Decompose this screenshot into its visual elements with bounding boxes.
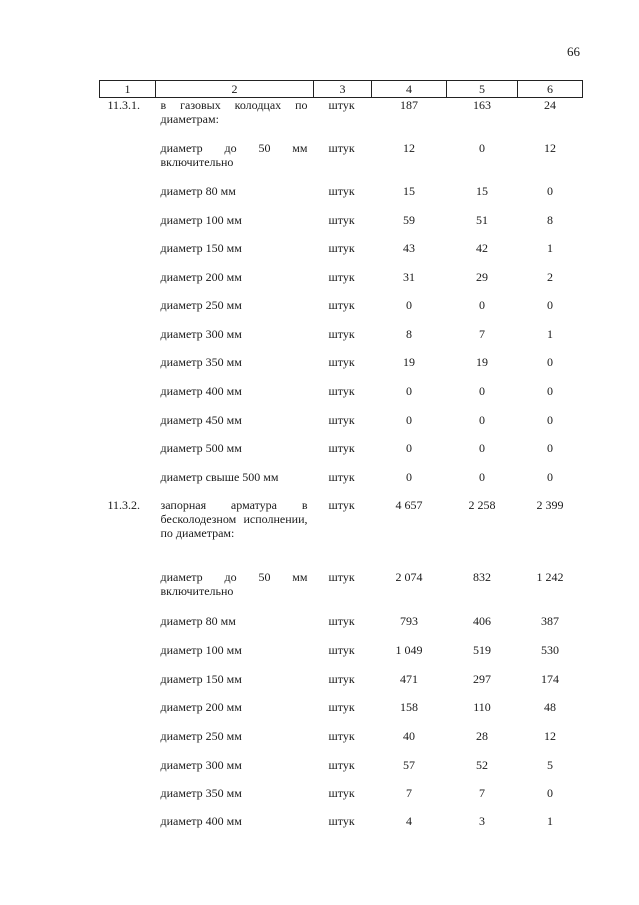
row-value-col6: 2 399 xyxy=(536,497,564,512)
row-code xyxy=(100,758,156,786)
row-value-col6: 2 xyxy=(547,269,553,284)
row-unit: штук xyxy=(328,354,355,369)
row-name: диаметр 450 мм xyxy=(160,412,242,427)
row-value-col5: 15 xyxy=(476,183,488,198)
column-header-1: 1 xyxy=(100,81,156,98)
row-value-col6: 5 xyxy=(547,757,553,772)
row-value-col6: 8 xyxy=(547,212,553,227)
row-name: диаметр 80 мм xyxy=(160,183,236,198)
row-code xyxy=(100,184,156,213)
row-name: диаметр 350 мм xyxy=(160,354,242,369)
row-name: диаметр 100 мм xyxy=(160,642,242,657)
row-code xyxy=(100,298,156,327)
row-value-col5: 28 xyxy=(476,728,488,743)
row-value-col4: 0 xyxy=(406,469,412,484)
row-name: диаметр 250 мм xyxy=(160,728,242,743)
table-row xyxy=(100,270,583,298)
row-unit: штук xyxy=(328,728,355,743)
row-code xyxy=(100,441,156,470)
row-value-col5: 29 xyxy=(476,269,488,284)
row-value-col6: 1 xyxy=(547,240,553,255)
table-row xyxy=(100,498,583,570)
row-value-col5: 110 xyxy=(473,699,491,714)
row-value-col4: 31 xyxy=(403,269,415,284)
row-name: диаметр 400 мм xyxy=(160,813,242,828)
row-code xyxy=(100,643,156,672)
row-value-col5: 51 xyxy=(476,212,488,227)
row-value-col5: 297 xyxy=(473,671,491,686)
row-unit: штук xyxy=(328,497,355,512)
row-value-col4: 40 xyxy=(403,728,415,743)
column-header-6: 6 xyxy=(518,81,583,98)
table-row xyxy=(100,141,583,184)
row-name: диаметр 200 мм xyxy=(160,699,242,714)
row-code xyxy=(100,470,156,498)
row-unit: штук xyxy=(328,269,355,284)
row-name: диаметр 200 мм xyxy=(160,269,242,284)
row-name: диаметр до 50 мм включительно xyxy=(160,569,308,598)
row-value-col6: 0 xyxy=(547,297,553,312)
row-value-col4: 793 xyxy=(400,613,418,628)
row-value-col6: 1 xyxy=(547,326,553,341)
row-code xyxy=(100,786,156,814)
row-value-col5: 0 xyxy=(479,297,485,312)
row-value-col5: 0 xyxy=(479,440,485,455)
row-value-col6: 0 xyxy=(547,440,553,455)
row-value-col4: 0 xyxy=(406,383,412,398)
row-unit: штук xyxy=(328,212,355,227)
table-row xyxy=(100,241,583,270)
row-unit: штук xyxy=(328,699,355,714)
row-code: 11.3.2. xyxy=(107,497,141,512)
row-value-col4: 0 xyxy=(406,412,412,427)
row-value-col5: 7 xyxy=(479,326,485,341)
table-row xyxy=(100,643,583,672)
row-name: диаметр 250 мм xyxy=(160,297,242,312)
row-value-col4: 12 xyxy=(403,140,415,155)
column-header-4: 4 xyxy=(372,81,447,98)
row-value-col4: 187 xyxy=(400,98,418,112)
row-value-col4: 57 xyxy=(403,757,415,772)
column-header-2: 2 xyxy=(156,81,314,98)
row-code xyxy=(100,384,156,413)
table-row xyxy=(100,672,583,700)
row-code xyxy=(100,327,156,355)
row-name: диаметр 100 мм xyxy=(160,212,242,227)
row-value-col5: 3 xyxy=(479,813,485,828)
table-body xyxy=(100,98,583,844)
row-unit: штук xyxy=(328,813,355,828)
row-value-col6: 0 xyxy=(547,412,553,427)
row-name: диаметр 350 мм xyxy=(160,785,242,800)
row-value-col4: 1 049 xyxy=(395,642,423,657)
table-row xyxy=(100,413,583,441)
table-row xyxy=(100,184,583,213)
row-value-col6: 0 xyxy=(547,183,553,198)
row-code xyxy=(100,141,156,184)
row-value-col5: 2 258 xyxy=(468,497,496,512)
row-value-col5: 406 xyxy=(473,613,491,628)
table-row xyxy=(100,213,583,241)
row-unit: штук xyxy=(328,785,355,800)
row-name: диаметр 400 мм xyxy=(160,383,242,398)
row-value-col5: 0 xyxy=(479,412,485,427)
row-value-col6: 12 xyxy=(544,728,556,743)
row-name: диаметр 300 мм xyxy=(160,757,242,772)
row-value-col6: 0 xyxy=(547,469,553,484)
row-code xyxy=(100,570,156,614)
row-value-col4: 15 xyxy=(403,183,415,198)
row-unit: штук xyxy=(328,297,355,312)
row-unit: штук xyxy=(328,240,355,255)
row-value-col4: 8 xyxy=(406,326,412,341)
row-value-col6: 24 xyxy=(544,98,556,112)
row-unit: штук xyxy=(328,412,355,427)
row-name: диаметр 300 мм xyxy=(160,326,242,341)
row-code xyxy=(100,672,156,700)
row-code xyxy=(100,270,156,298)
data-table xyxy=(99,80,583,844)
row-code xyxy=(100,729,156,758)
table-row xyxy=(100,786,583,814)
table-row xyxy=(100,441,583,470)
row-value-col4: 4 657 xyxy=(395,497,423,512)
row-name: диаметр до 50 мм включительно xyxy=(160,140,308,169)
row-code xyxy=(100,213,156,241)
row-name: диаметр 80 мм xyxy=(160,613,236,628)
row-value-col6: 12 xyxy=(544,140,556,155)
page-number: 66 xyxy=(567,44,580,59)
row-unit: штук xyxy=(328,183,355,198)
column-header-5: 5 xyxy=(447,81,518,98)
row-name: диаметр свыше 500 мм xyxy=(160,469,279,484)
row-name: диаметр 500 мм xyxy=(160,440,242,455)
header-row xyxy=(100,81,583,98)
table-row xyxy=(100,614,583,643)
row-value-col4: 59 xyxy=(403,212,415,227)
column-header-3: 3 xyxy=(314,81,372,98)
row-value-col6: 530 xyxy=(541,642,559,657)
row-name: в газовых колодцах по диаметрам: xyxy=(160,98,308,126)
row-unit: штук xyxy=(328,642,355,657)
row-value-col6: 1 242 xyxy=(536,569,564,584)
row-value-col4: 2 074 xyxy=(395,569,423,584)
row-code: 11.3.1. xyxy=(107,98,141,112)
row-value-col6: 48 xyxy=(544,699,556,714)
row-value-col4: 7 xyxy=(406,785,412,800)
row-value-col5: 52 xyxy=(476,757,488,772)
row-unit: штук xyxy=(328,326,355,341)
row-value-col4: 0 xyxy=(406,297,412,312)
row-value-col6: 1 xyxy=(547,813,553,828)
row-code xyxy=(100,355,156,384)
table-row xyxy=(100,758,583,786)
row-value-col6: 0 xyxy=(547,785,553,800)
row-value-col6: 174 xyxy=(541,671,559,686)
row-unit: штук xyxy=(328,671,355,686)
row-unit: штук xyxy=(328,613,355,628)
row-unit: штук xyxy=(328,98,355,112)
table-header xyxy=(100,81,583,98)
row-unit: штук xyxy=(328,383,355,398)
row-code xyxy=(100,700,156,729)
row-value-col4: 158 xyxy=(400,699,418,714)
row-value-col5: 519 xyxy=(473,642,491,657)
row-value-col5: 0 xyxy=(479,383,485,398)
row-unit: штук xyxy=(328,140,355,155)
row-value-col5: 19 xyxy=(476,354,488,369)
table-row xyxy=(100,570,583,614)
row-value-col4: 471 xyxy=(400,671,418,686)
table-row xyxy=(100,384,583,413)
row-unit: штук xyxy=(328,757,355,772)
table-row xyxy=(100,814,583,844)
table-row xyxy=(100,729,583,758)
row-unit: штук xyxy=(328,440,355,455)
row-unit: штук xyxy=(328,569,355,584)
row-code xyxy=(100,614,156,643)
row-unit: штук xyxy=(328,469,355,484)
row-name: диаметр 150 мм xyxy=(160,671,242,686)
row-name: запорная арматура в бесколодезном исполнении, по диаметрам: xyxy=(160,497,308,540)
row-value-col5: 42 xyxy=(476,240,488,255)
row-value-col6: 0 xyxy=(547,354,553,369)
row-value-col5: 0 xyxy=(479,140,485,155)
row-value-col5: 7 xyxy=(479,785,485,800)
row-code xyxy=(100,241,156,270)
row-value-col4: 43 xyxy=(403,240,415,255)
row-value-col6: 387 xyxy=(541,613,559,628)
row-value-col5: 0 xyxy=(479,469,485,484)
row-value-col4: 19 xyxy=(403,354,415,369)
row-value-col5: 163 xyxy=(473,98,491,112)
row-code xyxy=(100,814,156,844)
table-row xyxy=(100,355,583,384)
row-value-col4: 0 xyxy=(406,440,412,455)
row-value-col6: 0 xyxy=(547,383,553,398)
row-value-col5: 832 xyxy=(473,569,491,584)
table-row xyxy=(100,700,583,729)
table-row xyxy=(100,298,583,327)
table-row xyxy=(100,327,583,355)
table-row xyxy=(100,470,583,498)
row-name: диаметр 150 мм xyxy=(160,240,242,255)
row-value-col4: 4 xyxy=(406,813,412,828)
row-code xyxy=(100,413,156,441)
table-row xyxy=(100,98,583,141)
